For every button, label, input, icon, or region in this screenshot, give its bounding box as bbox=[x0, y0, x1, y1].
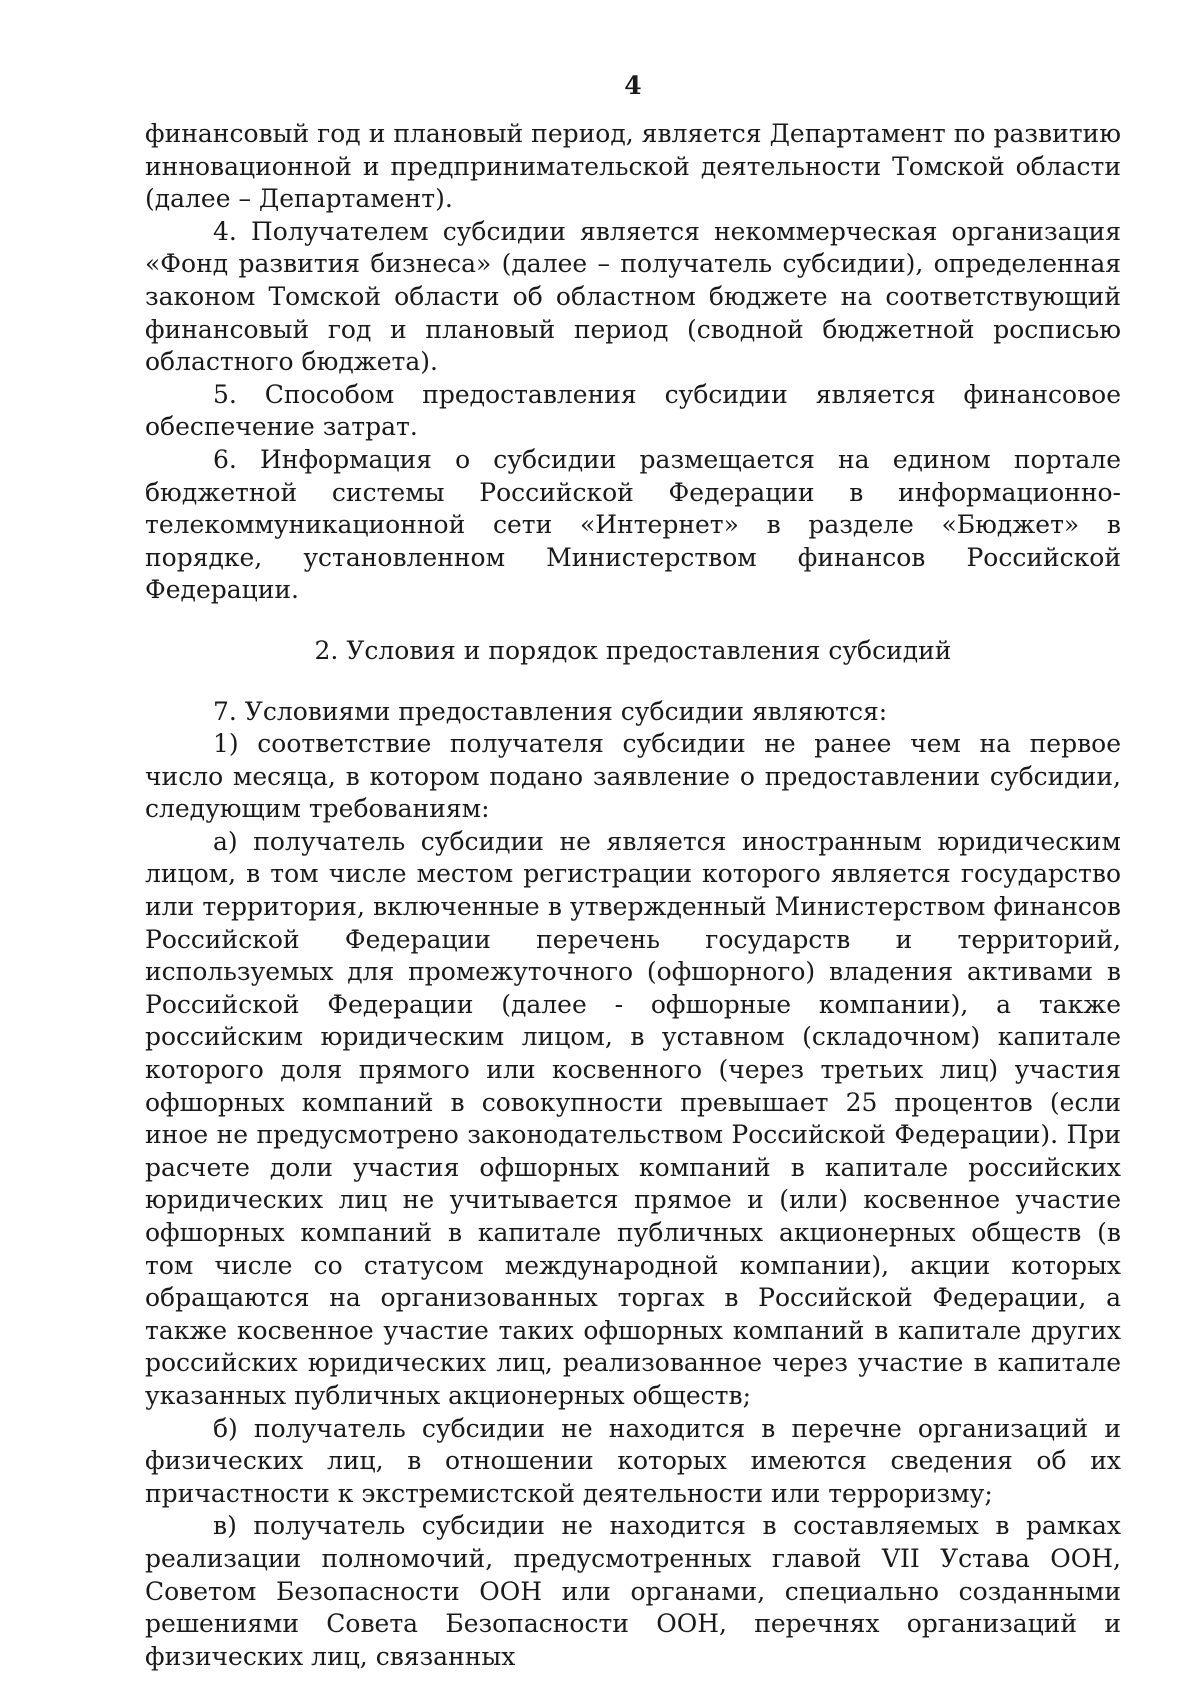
paragraph-subitem-b: б) получатель субсидии не находится в перечне организаций и физических лиц, в отношении которых имеются сведения об их причастности к экстремистской деятельности или терроризму; bbox=[145, 1413, 1121, 1508]
paragraph-subitem-1: 1) соответствие получателя субсидии не ранее чем на первое число месяца, в котором подано заявление о предоставлении субсидии, следующим требованиям: bbox=[145, 729, 1121, 824]
paragraph-item-6: 6. Информация о субсидии размещается на едином портале бюджетной системы Российской Федерации в информационно-телекоммуникационной сети «Интернет» в разделе «Бюджет» в порядке, установленном Министерством финансов Российской Федерации. bbox=[145, 444, 1121, 605]
paragraph-subitem-a: а) получатель субсидии не является иностранным юридическим лицом, в том числе местом регистрации которого является государство или территория, включенные в утвержденный Министерством финансов Российской Федерации перечень государств и территорий, используемых для промежуточного (офшорного) владения активами в Российской Федерации (далее - офшорные компании), а также российским юридическим лицом, в уставном (складочном) капитале которого доля прямого или косвенного (через третьих лиц) участия офшорных компаний в совокупности превышает 25 процентов (если иное не предусмотрено законодательством Российской Федерации). При расчете доли участия офшорных компаний в капитале российских юридических лиц не учитывается прямое и (или) косвенное участие офшорных компаний в капитале публичных акционерных обществ (в том числе со статусом международной компании), акции которых обращаются на организованных торгах в Российской Федерации, а также косвенное участие таких офшорных компаний в капитале других российских юридических лиц, реализованное через участие в капитале указанных публичных акционерных обществ; bbox=[145, 826, 1121, 1410]
document-page bbox=[145, 70, 1121, 1673]
section-heading: 2. Условия и порядок предоставления субсидий bbox=[314, 635, 952, 665]
paragraph-item-4: 4. Получателем субсидии является некоммерческая организация «Фонд развития бизнеса» (далее – получатель субсидии), определенная законом Томской области об областном бюджете на соответствующий финансовый год и плановый период (сводной бюджетной росписью областного бюджета). bbox=[145, 216, 1121, 377]
paragraph-continuation: финансовый год и плановый период, является Департамент по развитию инновационной и предпринимательской деятельности Томской области (далее – Департамент). bbox=[145, 119, 1121, 214]
paragraph-item-7: 7. Условиями предоставления субсидии являются: bbox=[213, 696, 888, 726]
paragraph-item-5: 5. Способом предоставления субсидии является финансовое обеспечение затрат. bbox=[145, 379, 1121, 442]
page-number: 4 bbox=[624, 71, 642, 100]
paragraph-subitem-v: в) получатель субсидии не находится в составляемых в рамках реализации полномочий, предусмотренных главой VII Устава ООН, Советом Безопасности ООН или органами, специально созданными решениями Совета Безопасности ООН, перечнях организаций и физических лиц, связанных bbox=[145, 1511, 1121, 1671]
